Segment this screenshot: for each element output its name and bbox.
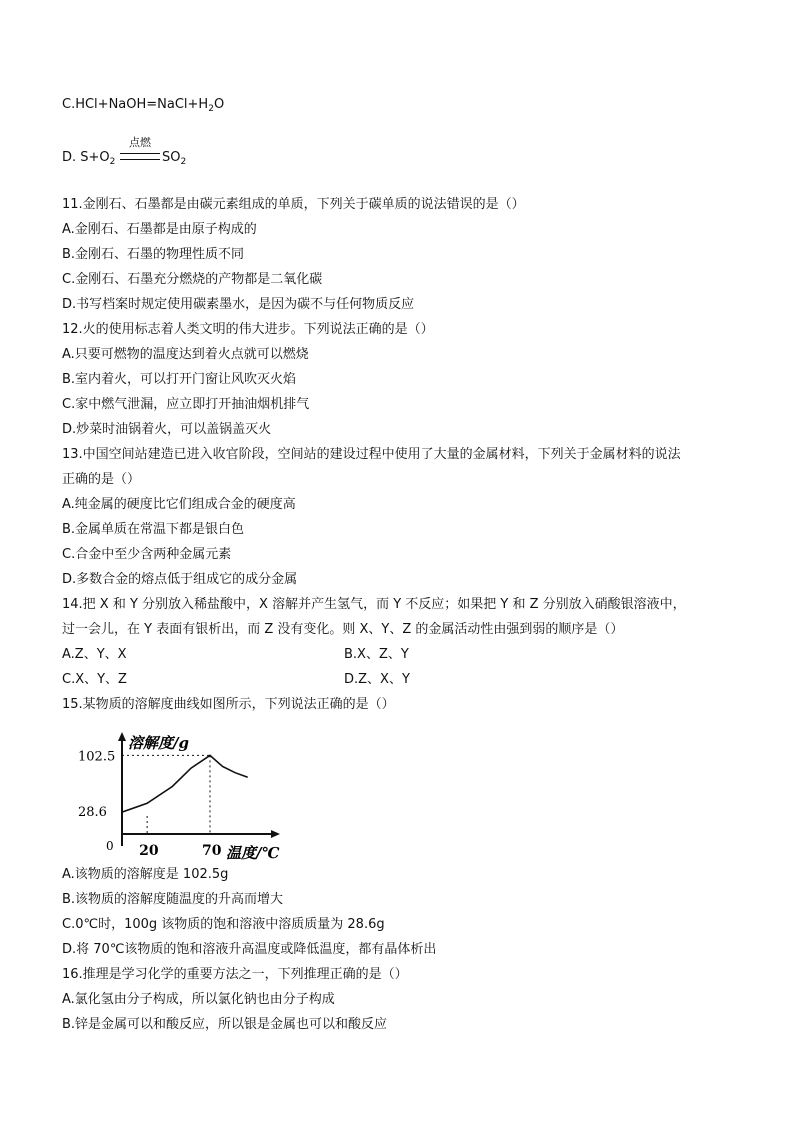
q16-stem: 16.推理是学习化学的重要方法之一，下列推理正确的是（） bbox=[62, 967, 408, 982]
q11-option-c: C.金刚石、石墨充分燃烧的产物都是二氧化碳 bbox=[62, 272, 323, 287]
solubility-curve bbox=[122, 755, 248, 812]
q14-option-b: B.X、Z、Y bbox=[344, 647, 409, 662]
q11-option-b: B.金刚石、石墨的物理性质不同 bbox=[62, 247, 245, 262]
y-axis-arrow bbox=[118, 732, 126, 741]
x-tick-label: 70 bbox=[202, 843, 222, 859]
q10-option-c: $C.HCl+NaOH=NaCl+H_2O$ bbox=[62, 97, 225, 114]
origin-label: 0 bbox=[106, 839, 114, 853]
q12-stem: 12.火的使用标志着人类文明的伟大进步。下列说法正确的是（） bbox=[62, 322, 434, 337]
q13-stem-line2: 正确的是（） bbox=[62, 472, 141, 487]
q13-option-c: C.合金中至少含两种金属元素 bbox=[62, 547, 232, 562]
q15-option-c: C.0℃时，100g 该物质的饱和溶液中溶质质量为 28.6g bbox=[62, 917, 385, 932]
q14-option-a: A.Z、Y、X bbox=[62, 647, 127, 662]
q14-stem-line1: 14.把 X 和 Y 分别放入稀盐酸中，X 溶解并产生氢气，而 Y 不反应；如果把 Y 和 Z 分别放入硝酸银溶液中， bbox=[62, 597, 686, 612]
q16-option-b: B.锌是金属可以和酸反应，所以银是金属也可以和酸反应 bbox=[62, 1017, 388, 1032]
q12-option-b: B.室内着火，可以打开门窗让风吹灭火焰 bbox=[62, 372, 297, 387]
q15-stem: 15.某物质的溶解度曲线如图所示，下列说法正确的是（） bbox=[62, 697, 395, 712]
x-tick-label: 20 bbox=[139, 843, 159, 859]
x-axis-arrow bbox=[271, 830, 280, 838]
q12-option-d: D.炒菜时油锅着火，可以盖锅盖灭火 bbox=[62, 422, 272, 437]
q14-stem-line2: 过一会儿，在 Y 表面有银析出，而 Z 没有变化。则 X、Y、Z 的金属活动性由强到弱的顺序是（） bbox=[62, 622, 624, 637]
q13-option-d: D.多数合金的熔点低于组成它的成分金属 bbox=[62, 572, 298, 587]
q10-option-d: D. $S+O_2$ 点燃 $SO_2$ bbox=[62, 136, 187, 167]
q12-option-a: A.只要可燃物的温度达到着火点就可以燃烧 bbox=[62, 347, 309, 362]
q11-option-a: A.金刚石、石墨都是由原子构成的 bbox=[62, 222, 257, 237]
q13-stem-line1: 13.中国空间站建造已进入收官阶段，空间站的建设过程中使用了大量的金属材料，下列关于金属材料的说法 bbox=[62, 447, 681, 462]
reaction-condition: 点燃 bbox=[120, 136, 160, 160]
y-tick-label: 102.5 bbox=[78, 749, 116, 765]
q14-option-c: C.X、Y、Z bbox=[62, 672, 127, 687]
q11-option-d: D.书写档案时规定使用碳素墨水，是因为碳不与任何物质反应 bbox=[62, 297, 415, 312]
x-axis-label: 温度/℃ bbox=[226, 844, 280, 862]
q11-stem: 11.金刚石、石墨都是由碳元素组成的单质，下列关于碳单质的说法错误的是（） bbox=[62, 197, 525, 212]
q13-option-b: B.金属单质在常温下都是银白色 bbox=[62, 522, 245, 537]
solubility-curve-chart bbox=[78, 728, 286, 862]
y-axis-label: 溶解度/g bbox=[128, 734, 189, 752]
q13-option-a: A.纯金属的硬度比它们组成合金的硬度高 bbox=[62, 497, 296, 512]
q16-option-a: A.氯化氢由分子构成，所以氯化钠也由分子构成 bbox=[62, 992, 335, 1007]
q15-option-d: D.将 70℃该物质的饱和溶液升高温度或降低温度，都有晶体析出 bbox=[62, 942, 437, 957]
q14-option-d: D.Z、X、Y bbox=[344, 672, 410, 687]
q15-option-a: A.该物质的溶解度是 102.5g bbox=[62, 867, 229, 882]
q15-option-b: B.该物质的溶解度随温度的升高而增大 bbox=[62, 892, 284, 907]
q12-option-c: C.家中燃气泄漏，应立即打开抽油烟机排气 bbox=[62, 397, 310, 412]
y-tick-label: 28.6 bbox=[78, 805, 107, 821]
